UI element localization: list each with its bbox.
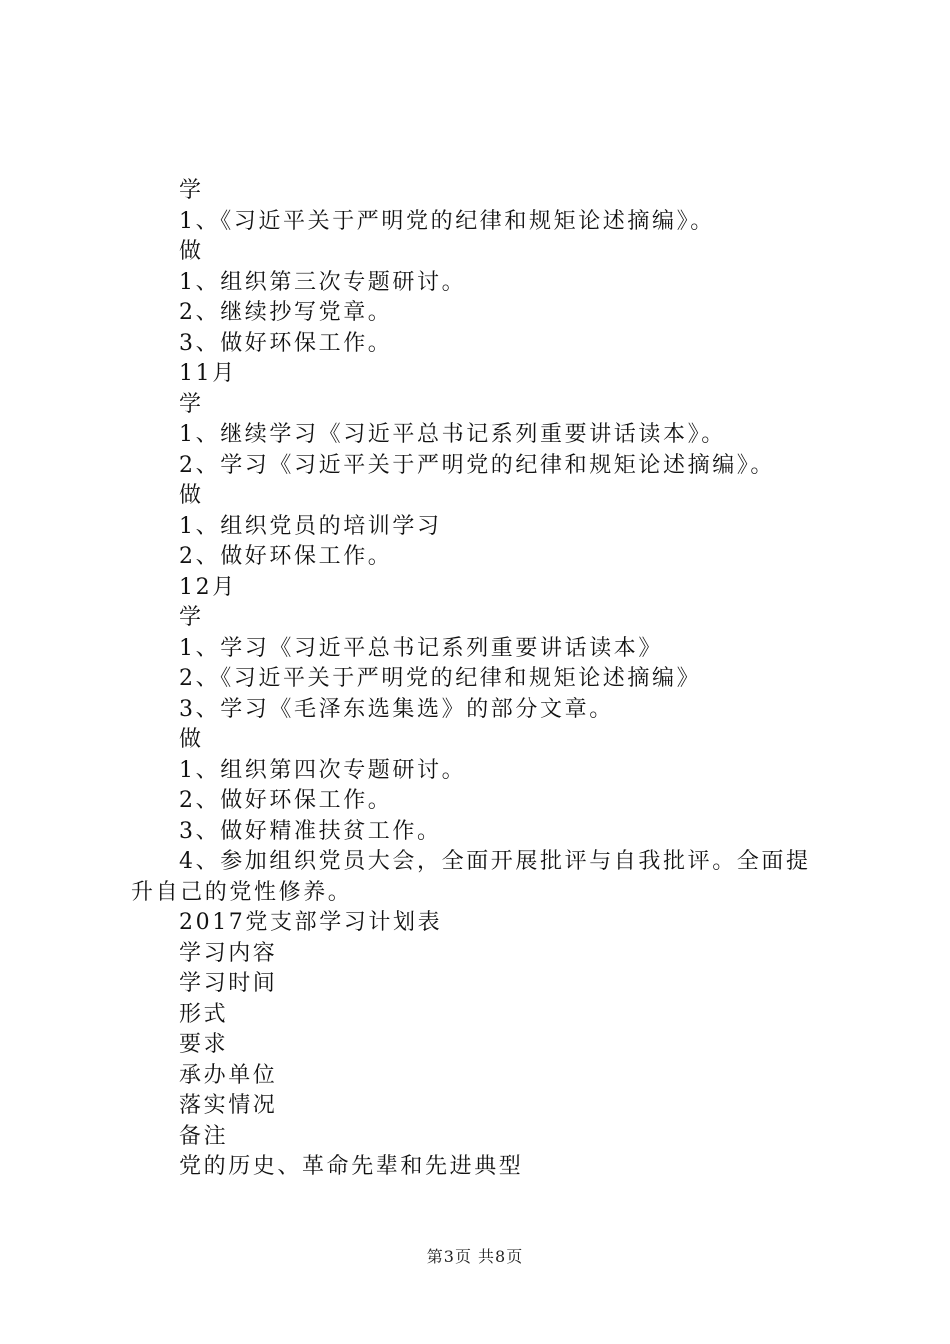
text-line: 1、学习《习近平总书记系列重要讲话读本》: [179, 635, 663, 661]
text-line: 2、继续抄写党章。: [179, 300, 393, 325]
table-cell: 形式: [179, 1001, 229, 1027]
text-line: 做: [179, 483, 204, 508]
table-title: 2017党支部学习计划表: [179, 910, 443, 935]
text-line: 2、《习近平关于严明党的纪律和规矩论述摘编》: [179, 666, 702, 691]
month-heading: 11月: [179, 361, 237, 386]
text-line: 1、组织第三次专题研讨。: [179, 269, 467, 295]
document-body: [131, 176, 831, 1183]
text-line: 3、做好环保工作。: [179, 330, 393, 356]
text-line: 2、学习《习近平关于严明党的纪律和规矩论述摘编》。: [179, 452, 775, 478]
table-cell: 要求: [179, 1032, 229, 1057]
text-line: 做: [179, 727, 204, 752]
text-line: 学: [179, 605, 204, 630]
paragraph: 4、参加组织党员大会，全面开展批评与自我批评。全面提升自己的党性修养。: [131, 849, 811, 905]
text-line: 做: [179, 239, 204, 264]
table-cell: 备注: [179, 1123, 229, 1149]
page-footer: 第3页 共8页: [426, 1247, 524, 1266]
month-heading: 12月: [179, 574, 237, 600]
text-line: 2、做好环保工作。: [179, 544, 393, 569]
text-line: 1、继续学习《习近平总书记系列重要讲话读本》。: [179, 422, 726, 447]
text-line: 1、组织第四次专题研讨。: [179, 757, 467, 783]
table-cell: 学习内容: [179, 940, 278, 966]
table-cell: 承办单位: [179, 1062, 278, 1088]
text-line: 1、组织党员的培训学习: [179, 513, 442, 539]
table-cell: 党的历史、革命先辈和先进典型: [179, 1154, 524, 1179]
text-line: 学: [179, 391, 204, 417]
table-cell: 学习时间: [179, 971, 278, 996]
table-cell: 落实情况: [179, 1093, 278, 1118]
text-line: 学: [179, 178, 204, 203]
text-line: 2、做好环保工作。: [179, 788, 393, 813]
text-line: 1、《习近平关于严明党的纪律和规矩论述摘编》。: [179, 208, 715, 234]
text-line: 3、学习《毛泽东选集选》的部分文章。: [179, 696, 614, 722]
text-line: 3、做好精准扶贫工作。: [179, 818, 442, 844]
